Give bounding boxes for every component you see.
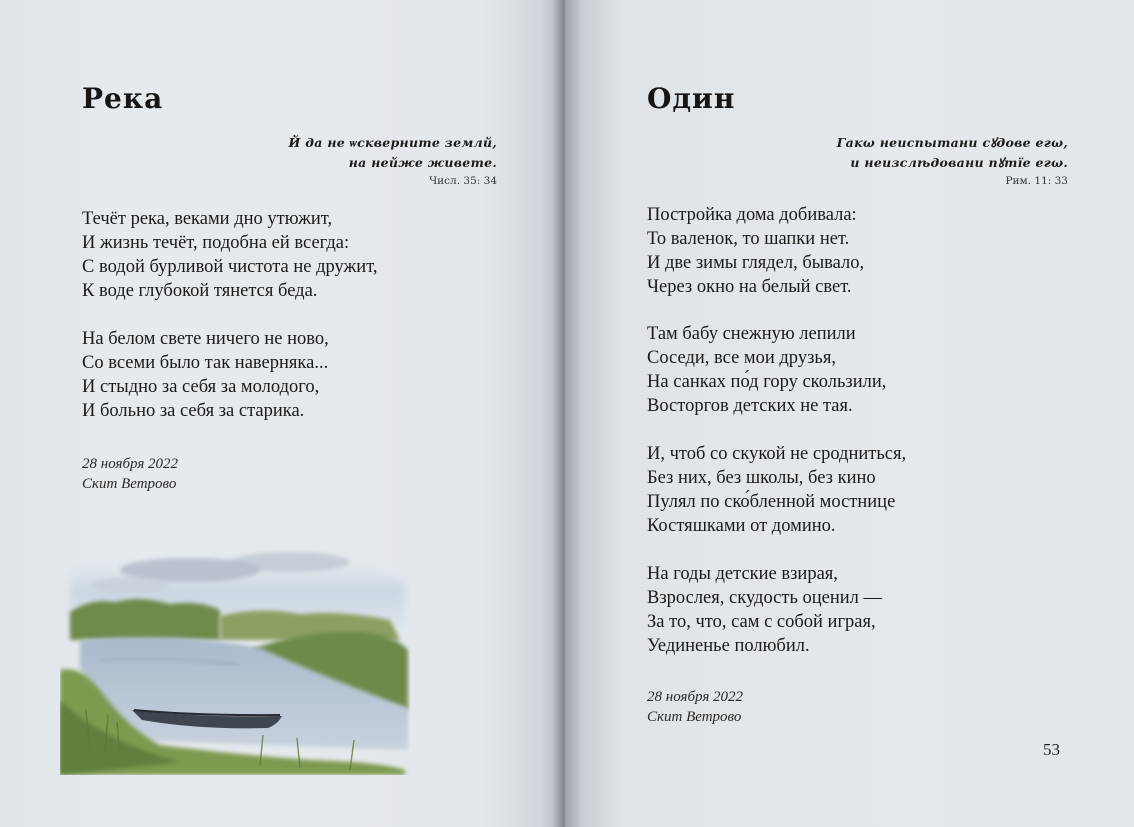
epigraph-line: Й да не ѡскверните землй, — [288, 135, 497, 150]
verse-line: К воде глубокой тянется беда. — [82, 281, 318, 301]
verse-line: И жизнь течёт, подобна ей всегда: — [82, 233, 350, 253]
verse-line: И, чтоб со скукой не сродниться, — [647, 444, 907, 464]
verse-line: На годы детские взирая, — [647, 564, 838, 584]
verse-line: Без них, без школы, без кино — [647, 468, 876, 488]
stanza — [647, 322, 886, 418]
stanza — [647, 562, 882, 658]
scripture-reference: Числ. 35: 34 — [429, 175, 497, 187]
stanza — [647, 442, 906, 538]
stanza — [82, 207, 378, 303]
verse-line: На санках по́д гору скользили, — [647, 372, 887, 392]
epigraph — [289, 133, 497, 173]
verse-line: Соседи, все мои друзья, — [647, 348, 836, 368]
verse-line: Постройка дома добивала: — [647, 205, 857, 225]
river-landscape-illustration — [60, 540, 410, 775]
verse-line: Со всеми было так наверняка... — [82, 353, 329, 373]
verse-line: И две зимы глядел, бывало, — [647, 253, 865, 273]
verse-line: Восторгов детских не тая. — [647, 396, 853, 416]
distant-trees — [70, 599, 220, 640]
poem-title: Один — [647, 82, 736, 115]
epigraph — [837, 133, 1068, 173]
stanza — [82, 327, 329, 423]
verse-line: Через окно на белый свет. — [647, 277, 852, 297]
cloud — [230, 552, 350, 572]
cloud — [90, 577, 170, 593]
verse-line: Пулял по ско́бленной мостнице — [647, 492, 896, 512]
poem-title: Река — [82, 82, 164, 115]
verse-line: С водой бурливой чистота не дружит, — [82, 257, 378, 277]
verse-line: Уединенье полюбил. — [647, 636, 810, 656]
verse-line: То валенок, то шапки нет. — [647, 229, 850, 249]
verse-line: На белом свете ничего не ново, — [82, 329, 329, 349]
scripture-reference: Рим. 11: 33 — [1005, 175, 1068, 187]
epigraph-line: и неизслѣдовани пꙋтїе егω. — [850, 155, 1068, 170]
poem-date: 28 ноября 2022 — [647, 689, 744, 705]
verse-line: За то, что, сам с собой играя, — [647, 612, 876, 632]
page-number: 53 — [1043, 740, 1060, 759]
verse-line: Течёт река, веками дно утюжит, — [82, 209, 333, 229]
left-page — [0, 0, 565, 827]
poem-place: Скит Ветрово — [82, 476, 177, 492]
epigraph-line: Гакω неиспытани сꙋдове егω, — [836, 135, 1068, 150]
stanza — [647, 203, 864, 299]
verse-line: Там бабу снежную лепили — [647, 324, 856, 344]
right-page — [565, 0, 1134, 827]
verse-line: И стыдно за себя за молодого, — [82, 377, 320, 397]
epigraph-line: на нейже живете. — [348, 155, 497, 170]
verse-line: Взрослея, скудость оценил — — [647, 588, 883, 608]
verse-line: И больно за себя за старика. — [82, 401, 305, 421]
poem-date: 28 ноября 2022 — [82, 456, 179, 472]
verse-line: Костяшками от домино. — [647, 516, 836, 536]
poem-place: Скит Ветрово — [647, 709, 742, 725]
